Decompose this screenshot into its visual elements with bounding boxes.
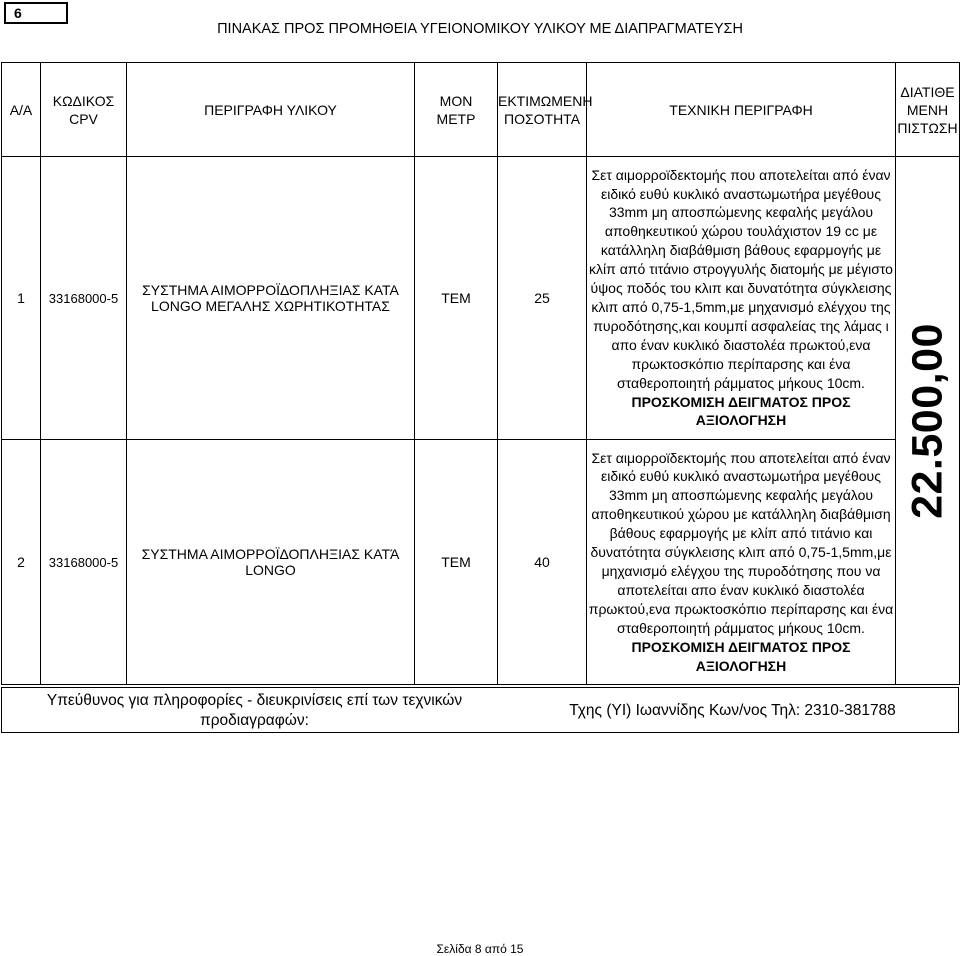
row-description: ΣΥΣΤΗΜΑ ΑΙΜΟΡΡΟΪΔΟΠΛΗΞΙΑΣ ΚΑΤΑ LONGO ΜΕΓΑΛΗΣ ΧΩΡΗΤΙΚΟΤΗΤΑΣ: [127, 157, 415, 440]
sample-note: ΠΡΟΣΚΟΜΙΣΗ ΔΕΙΓΜΑΤΟΣ ΠΡΟΣ ΑΞΙΟΛΟΓΗΣΗ: [631, 638, 851, 674]
row-cpv: 33168000-5: [41, 157, 127, 440]
header-available-credit: ΔΙΑΤΙΘΕ ΜΕΝΗ ΠΙΣΤΩΣΗ: [896, 63, 960, 157]
row-aa: 2: [2, 440, 41, 685]
contact-footer: [1, 687, 959, 733]
row-quantity: 40: [498, 440, 587, 685]
page-marker: 6: [14, 5, 22, 21]
header-description: ΠΕΡΙΓΡΑΦΗ ΥΛΙΚΟΥ: [127, 63, 415, 157]
row-aa: 1: [2, 157, 41, 440]
table-header-row: [2, 63, 960, 157]
document-title: ΠΙΝΑΚΑΣ ΠΡΟΣ ΠΡΟΜΗΘΕΙΑ ΥΓΕΙΟΝΟΜΙΚΟΥ ΥΛΙΚΟΥ ΜΕ ΔΙΑΠΡΑΓΜΑΤΕΥΣΗ: [217, 21, 743, 37]
row-unit: ΤΕΜ: [415, 440, 498, 685]
row-description: ΣΥΣΤΗΜΑ ΑΙΜΟΡΡΟΪΔΟΠΛΗΞΙΑΣ ΚΑΤΆ LONGO: [127, 440, 415, 685]
header-cpv: ΚΩΔΙΚΟΣ CPV: [41, 63, 127, 157]
contact-person: Τχης (ΥΙ) Ιωαννίδης Κων/νος Τηλ: 2310-381788: [569, 702, 896, 719]
page-number: Σελίδα 8 από 15: [436, 942, 524, 956]
row-cpv: 33168000-5: [41, 440, 127, 685]
available-credit-amount: 22.500,00: [903, 322, 952, 519]
table-row: [2, 157, 960, 440]
available-credit-cell: [896, 157, 960, 685]
table-row: [2, 440, 960, 685]
header-unit: ΜΟΝ ΜΕΤΡ: [415, 63, 498, 157]
contact-label: Υπεύθυνος για πληροφορίες - διευκρινίσεις επί των τεχνικών προδιαγραφών:: [46, 692, 463, 729]
row-technical-description: Σετ αιμορροϊδεκτομής που αποτελείται από έναν ειδικό ευθύ κυκλικό αναστωμωτήρα μεγέθους 33mm μη αποσπώμενης κεφαλής μεγάλου αποθηκευτικού χώρου με κατάλληλη διαβάθμιση βάθους εφαρμογής με κλίπ από τιτάνιο και δυνατότητα σύγκλεισης κλιπ από 0,75-1,5mm,με μηχανισμό ελέγχου της πυροδότησης που να αποτελείται απο έναν κυκλικό διαστολέα πρωκτού,ενα πρωκτοσκόπιο περίπαρσης και ένα σταθεροποιητή ράμματος μήκους 10cm. ΠΡΟΣΚΟΜΙΣΗ ΔΕΙΓΜΑΤΟΣ ΠΡΟΣ ΑΞΙΟΛΟΓΗΣΗ: [587, 440, 896, 685]
row-technical-description: Σετ αιμορροϊδεκτομής που αποτελείται από έναν ειδικό ευθύ κυκλικό αναστωμωτήρα μεγέθους 33mm μη αποσπώμενης κεφαλής μεγάλου αποθηκευτικού χώρου τουλάχιστον 19 cc με κατάλληλη διαβάθμιση βάθους εφαρμογής με κλίπ από τιτάνιο στρογγυλής διατομής με μέγιστο ύψος ποδός του κλιπ και δυνατότητα σύγκλεισης κλιπ από 0,75-1,5mm,με μηχανισμό ελέγχου της πυροδότησης,και κουμπί ασφαλείας της λάμας ι απο έναν κυκλικό διαστολέα πρωκτού,ενα πρωκτοσκόπιο περίπαρσης και ένα σταθεροποιητή ράμματος μήκους 10cm. ΠΡΟΣΚΟΜΙΣΗ ΔΕΙΓΜΑΤΟΣ ΠΡΟΣ ΑΞΙΟΛΟΓΗΣΗ: [587, 157, 896, 440]
header-aa: Α/Α: [2, 63, 41, 157]
sample-note: ΠΡΟΣΚΟΜΙΣΗ ΔΕΙΓΜΑΤΟΣ ΠΡΟΣ ΑΞΙΟΛΟΓΗΣΗ: [631, 393, 851, 429]
procurement-table: [1, 62, 960, 685]
row-unit: ΤΕΜ: [415, 157, 498, 440]
row-quantity: 25: [498, 157, 587, 440]
header-quantity: ΕΚΤΙΜΩΜΕΝΗ ΠΟΣΟΤΗΤΑ: [498, 63, 587, 157]
header-technical-description: ΤΕΧΝΙΚΗ ΠΕΡΙΓΡΑΦΗ: [587, 63, 896, 157]
